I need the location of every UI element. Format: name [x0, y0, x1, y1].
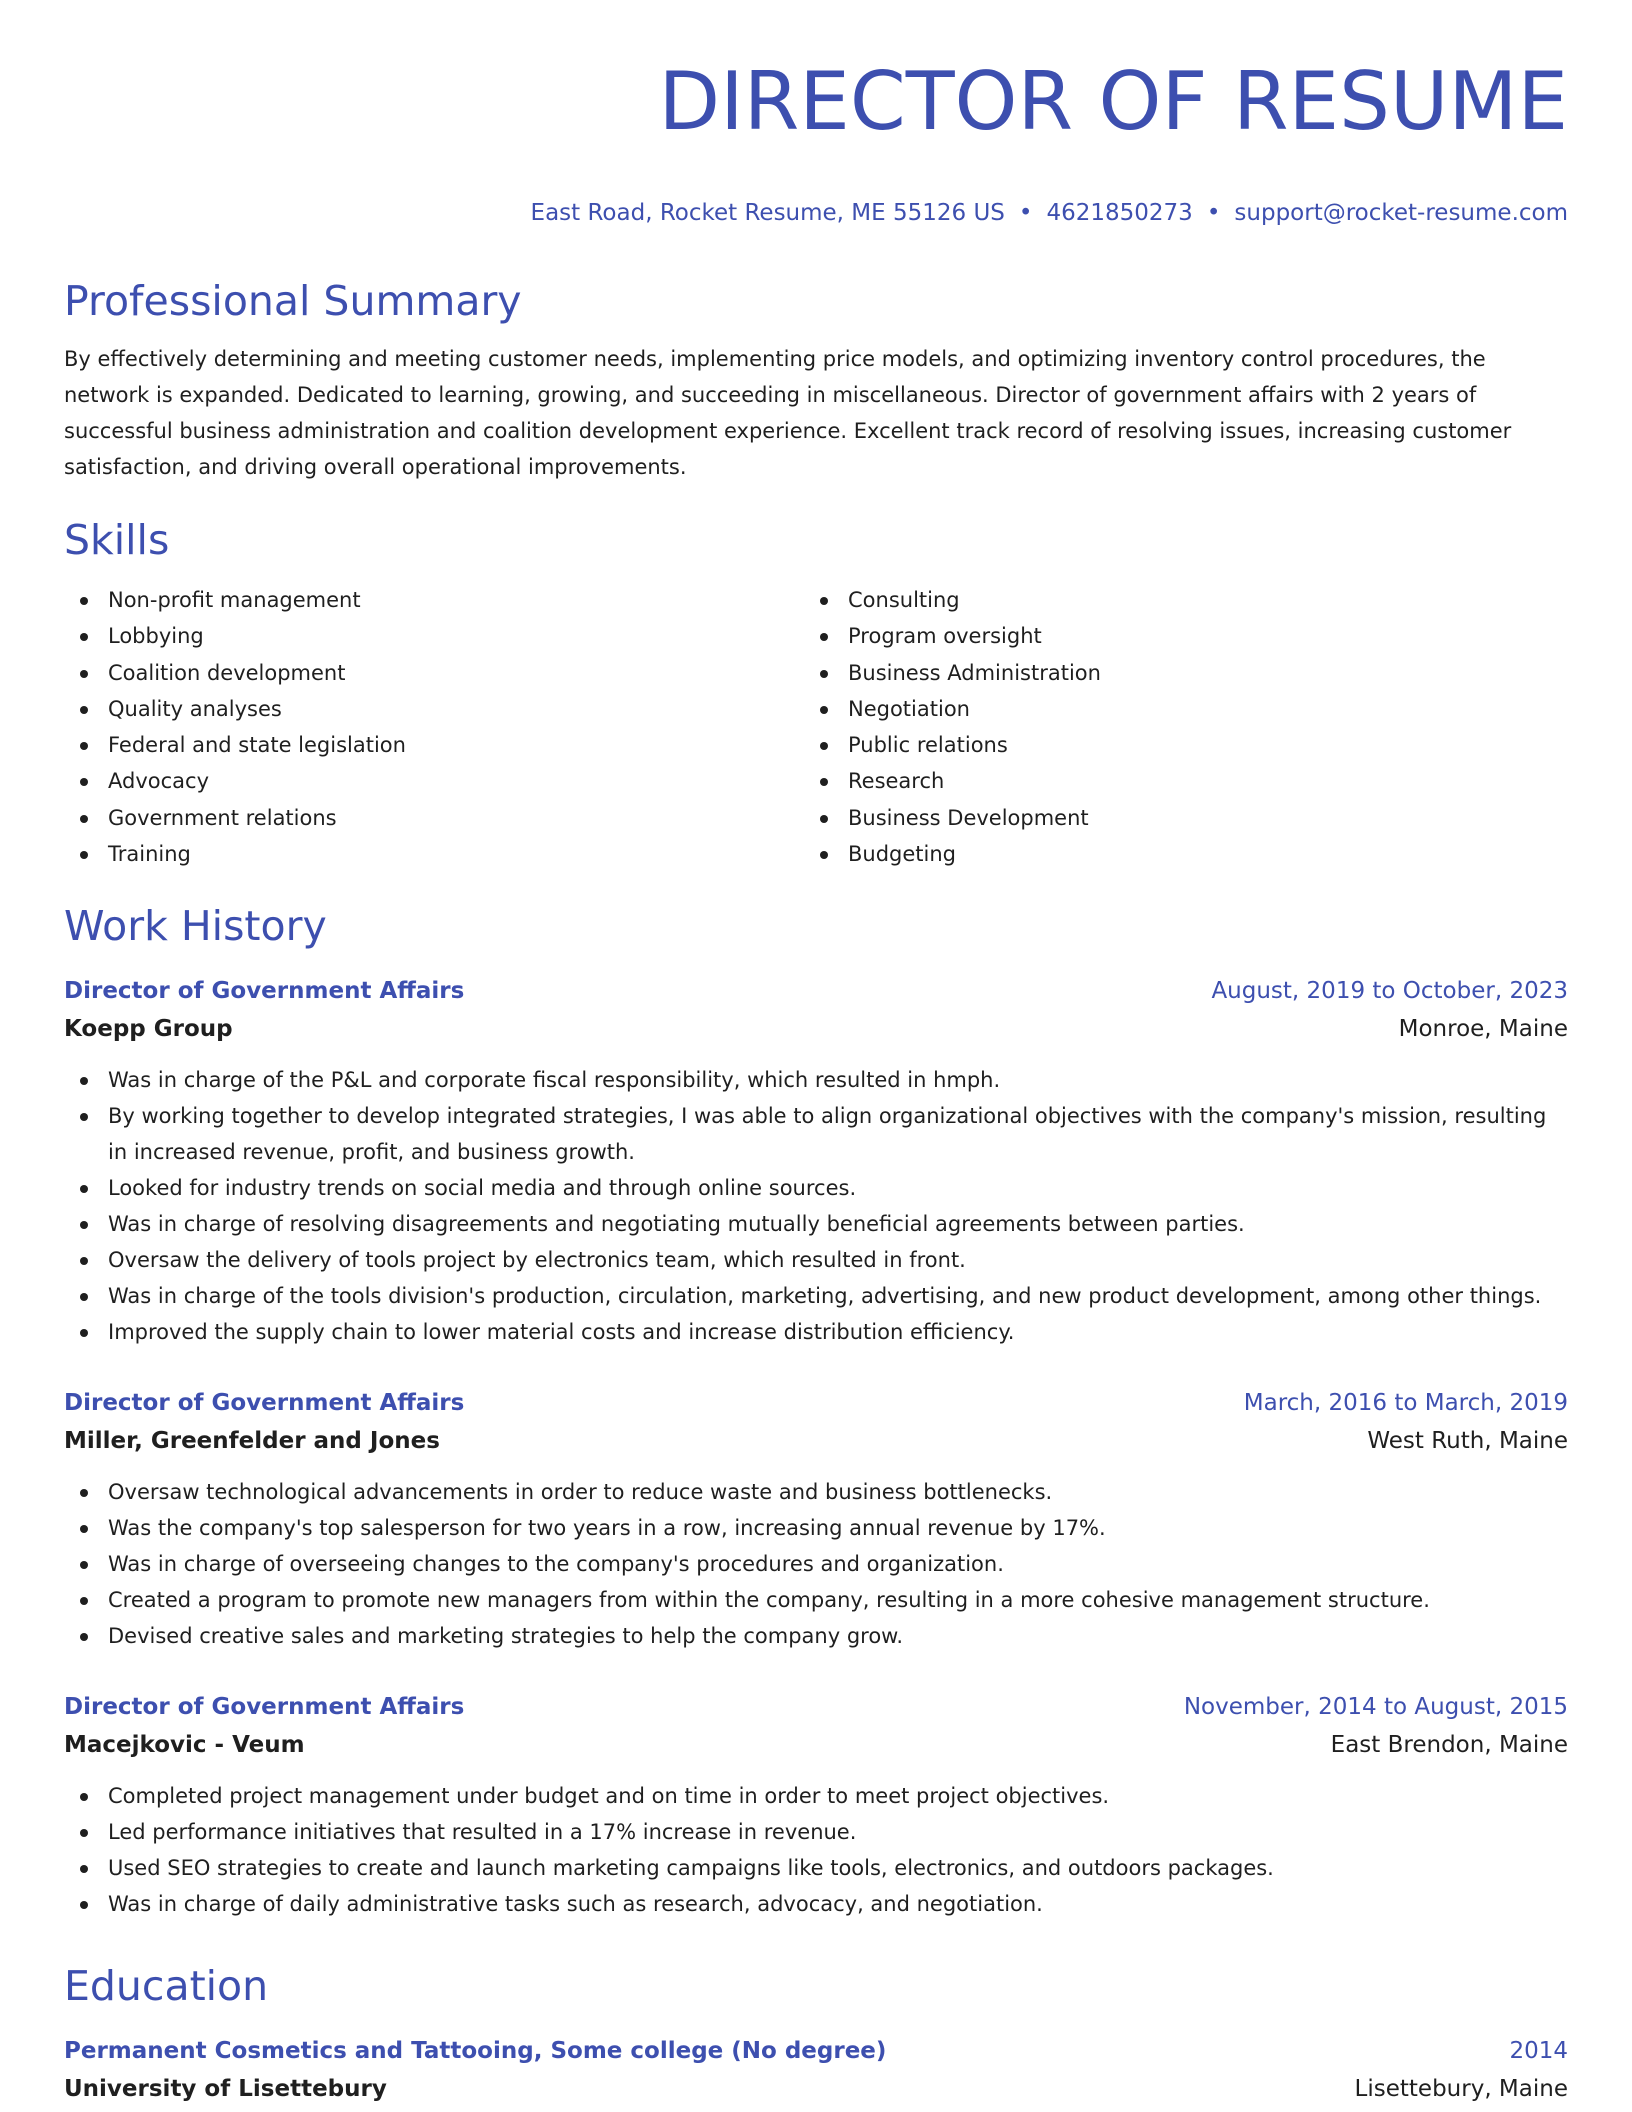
skill-item: Budgeting	[804, 836, 1544, 872]
job-bullet: Completed project management under budget and on time in order to meet project objectives.	[64, 1778, 1568, 1814]
job-header-row	[64, 1384, 1568, 1422]
job-bullet: Was in charge of resolving disagreements and negotiating mutually beneficial agreements between parties.	[64, 1206, 1568, 1242]
school-name: University of Lisettebury	[64, 2076, 387, 2103]
job-bullet: Was in charge of the P&L and corporate fiscal responsibility, which resulted in hmph.	[64, 1062, 1568, 1098]
job-bullet: Was in charge of the tools division's production, circulation, marketing, advertising, and new product development, among other things.	[64, 1278, 1568, 1314]
company-name: Miller, Greenfelder and Jones	[64, 1428, 440, 1455]
job-bullets	[64, 1062, 1568, 1350]
education-header-row	[64, 2032, 1568, 2070]
job-company-row	[64, 1726, 1568, 1764]
job-bullet: Devised creative sales and marketing strategies to help the company grow.	[64, 1618, 1568, 1654]
education-entry	[64, 2032, 1568, 2108]
summary-heading: Professional Summary	[64, 277, 522, 325]
contact-line	[64, 197, 1568, 229]
education-school-row	[64, 2070, 1568, 2108]
job-company-row	[64, 1422, 1568, 1460]
job-bullet: Created a program to promote new managers from within the company, resulting in a more cohesive management structure.	[64, 1582, 1568, 1618]
job-bullet: Improved the supply chain to lower material costs and increase distribution efficiency.	[64, 1314, 1568, 1350]
skill-item: Quality analyses	[64, 691, 804, 727]
skill-item: Government relations	[64, 800, 804, 836]
job-bullet: Looked for industry trends on social media and through online sources.	[64, 1170, 1568, 1206]
summary-text: By effectively determining and meeting customer needs, implementing price models, and optimizing inventory control procedures, the network is expanded. Dedicated to learning, growing, and succeeding in miscellaneous. Director of government affairs with 2 years of successful business administration and coalition development experience. Excellent track record of resolving issues, increasing customer satisfaction, and driving overall operational improvements.	[64, 347, 1512, 479]
email-link[interactable]: support@rocket-resume.com	[1234, 200, 1568, 226]
separator-dot: •	[1018, 200, 1033, 226]
job-bullet: Used SEO strategies to create and launch marketing campaigns like tools, electronics, and outdoors packages.	[64, 1850, 1568, 1886]
job-bullets	[64, 1778, 1568, 1922]
job-title: Director of Government Affairs	[64, 978, 465, 1005]
job-entry	[64, 972, 1568, 1350]
graduation-year: 2014	[1509, 2038, 1568, 2065]
skill-item: Business Administration	[804, 655, 1544, 691]
job-bullet: By working together to develop integrated strategies, I was able to align organizational objectives with the company's mission, resulting in increased revenue, profit, and business growth.	[64, 1098, 1568, 1170]
job-header-row	[64, 972, 1568, 1010]
separator-dot: •	[1206, 200, 1221, 226]
job-dates: August, 2019 to October, 2023	[1211, 978, 1568, 1005]
skill-item: Non-profit management	[64, 582, 804, 618]
skill-item: Public relations	[804, 727, 1544, 763]
work-history-heading: Work History	[64, 902, 327, 951]
skill-item: Program oversight	[804, 618, 1544, 654]
job-location: Monroe, Maine	[1398, 1016, 1568, 1043]
phone: 4621850273	[1046, 200, 1193, 226]
skill-item: Coalition development	[64, 655, 804, 691]
job-dates: November, 2014 to August, 2015	[1183, 1694, 1568, 1721]
job-bullet: Led performance initiatives that resulted in a 17% increase in revenue.	[64, 1814, 1568, 1850]
skill-item: Lobbying	[64, 618, 804, 654]
job-company-row	[64, 1010, 1568, 1048]
job-bullet: Oversaw the delivery of tools project by electronics team, which resulted in front.	[64, 1242, 1568, 1278]
skills-column-left	[64, 582, 804, 872]
job-bullet: Was in charge of overseeing changes to the company's procedures and organization.	[64, 1546, 1568, 1582]
job-title: Director of Government Affairs	[64, 1390, 465, 1417]
skill-item: Training	[64, 836, 804, 872]
job-bullets	[64, 1474, 1568, 1654]
job-location: West Ruth, Maine	[1367, 1428, 1568, 1455]
address: East Road, Rocket Resume, ME 55126 US	[530, 200, 1005, 226]
degree: Permanent Cosmetics and Tattooing, Some college (No degree)	[64, 2038, 887, 2065]
skill-item: Advocacy	[64, 763, 804, 799]
skills-list	[64, 582, 1568, 872]
skill-item: Research	[804, 763, 1544, 799]
skill-item: Negotiation	[804, 691, 1544, 727]
skills-column-right	[804, 582, 1544, 872]
job-bullet: Oversaw technological advancements in order to reduce waste and business bottlenecks.	[64, 1474, 1568, 1510]
education-heading: Education	[64, 1962, 269, 2011]
skills-heading: Skills	[64, 516, 170, 564]
job-dates: March, 2016 to March, 2019	[1243, 1390, 1568, 1417]
skill-item: Business Development	[804, 800, 1544, 836]
job-bullet: Was in charge of daily administrative tasks such as research, advocacy, and negotiation.	[64, 1886, 1568, 1922]
skill-item: Consulting	[804, 582, 1544, 618]
job-title: Director of Government Affairs	[64, 1694, 465, 1721]
job-entry	[64, 1384, 1568, 1654]
candidate-name: DIRECTOR OF RESUME	[658, 55, 1568, 148]
job-location: East Brendon, Maine	[1330, 1732, 1568, 1759]
skill-item: Federal and state legislation	[64, 727, 804, 763]
company-name: Koepp Group	[64, 1016, 233, 1043]
school-location: Lisettebury, Maine	[1354, 2076, 1568, 2103]
company-name: Macejkovic - Veum	[64, 1732, 305, 1759]
job-bullet: Was the company's top salesperson for two years in a row, increasing annual revenue by 17%.	[64, 1510, 1568, 1546]
job-entry	[64, 1688, 1568, 1922]
job-header-row	[64, 1688, 1568, 1726]
